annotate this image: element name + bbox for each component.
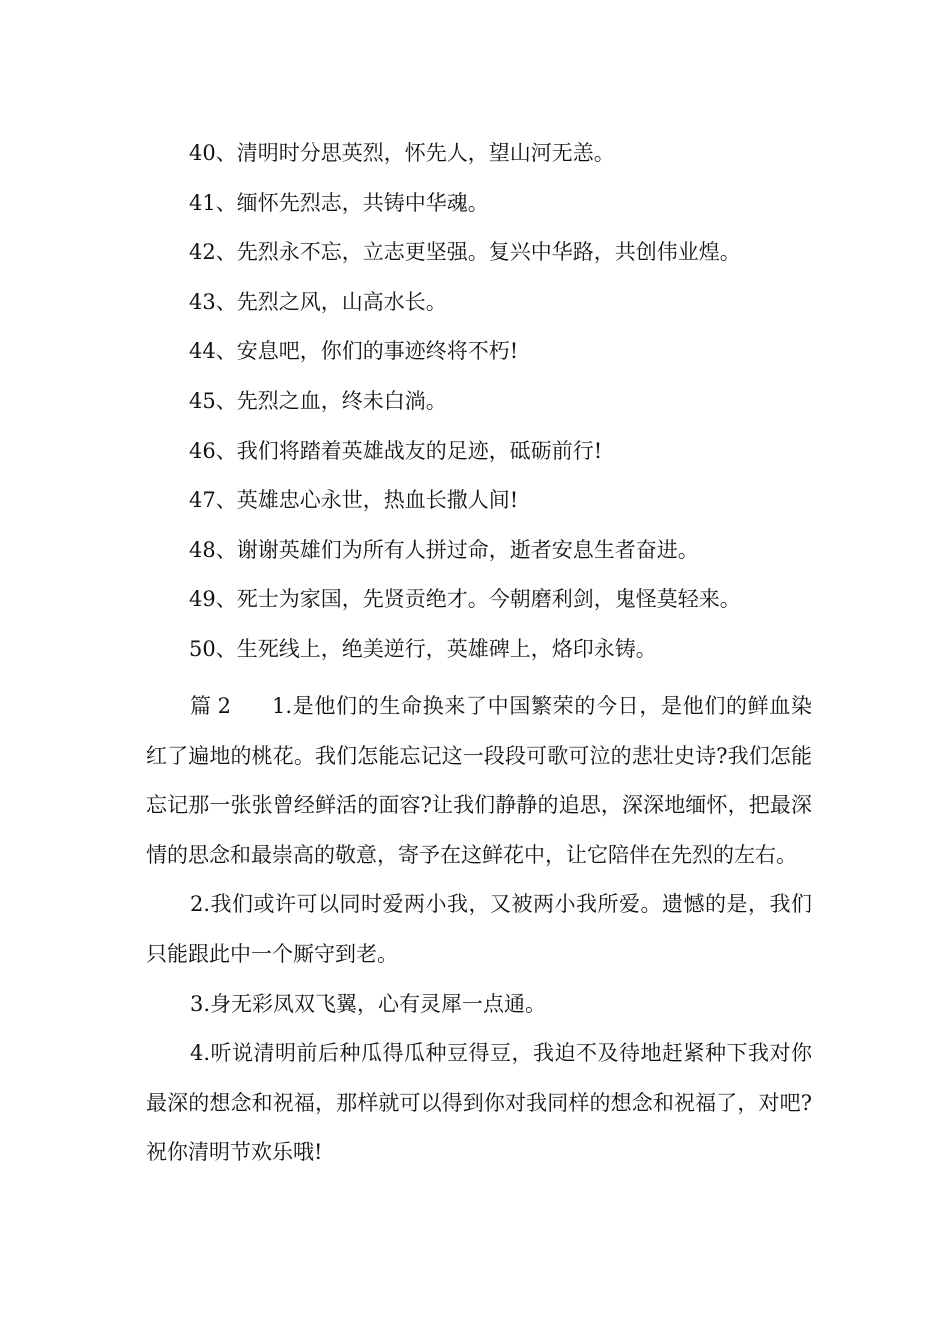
list-item: 44、安息吧，你们的事迹终将不朽! [189, 339, 519, 364]
section-label: 篇 2 [190, 694, 232, 718]
list-item: 46、我们将踏着英雄战友的足迹，砥砺前行! [189, 438, 603, 463]
paragraph: 4.听说清明前后种瓜得瓜种豆得豆，我迫不及待地赶紧种下我对你最深的想念和祝福，那样就可以得到你对我同样的想念和祝福了，对吧?祝你清明节欢乐哦! [146, 1041, 812, 1165]
list-item: 42、先烈永不忘，立志更坚强。复兴中华路，共创伟业煌。 [189, 240, 741, 265]
paragraph [146, 682, 812, 880]
list-item: 45、先烈之血，终未白淌。 [189, 388, 447, 413]
paragraph: 2.我们或许可以同时爱两小我，又被两小我所爱。遗憾的是，我们只能跟此中一个厮守到老。 [146, 892, 812, 966]
list-item: 47、英雄忠心永世，热血长撒人间! [189, 488, 519, 513]
quote-list [189, 136, 829, 682]
list-item: 48、谢谢英雄们为所有人拼过命，逝者安息生者奋进。 [189, 537, 699, 562]
list-item: 43、先烈之风，山高水长。 [189, 289, 447, 314]
list-item: 49、死士为家国，先贤贡绝才。今朝磨利剑，鬼怪莫轻来。 [189, 587, 741, 612]
paragraph-text: 1.是他们的生命换来了中国繁荣的今日，是他们的鲜血染红了遍地的桃花。我们怎能忘记这一段段可歌可泣的悲壮史诗?我们怎能忘记那一张张曾经鲜活的面容?让我们静静的追思，深深地缅怀，把最深情的思念和最崇高的敬意，寄予在这鲜花中，让它陪伴在先烈的左右。 [146, 694, 812, 867]
paragraph: 3.身无彩凤双飞翼，心有灵犀一点通。 [190, 991, 547, 1016]
list-item: 50、生死线上，绝美逆行，英雄碑上，烙印永铸。 [189, 636, 657, 661]
list-item: 40、清明时分思英烈，怀先人，望山河无恙。 [189, 141, 615, 165]
section-2 [146, 682, 812, 1178]
list-item: 41、缅怀先烈志，共铸中华魂。 [189, 190, 489, 215]
